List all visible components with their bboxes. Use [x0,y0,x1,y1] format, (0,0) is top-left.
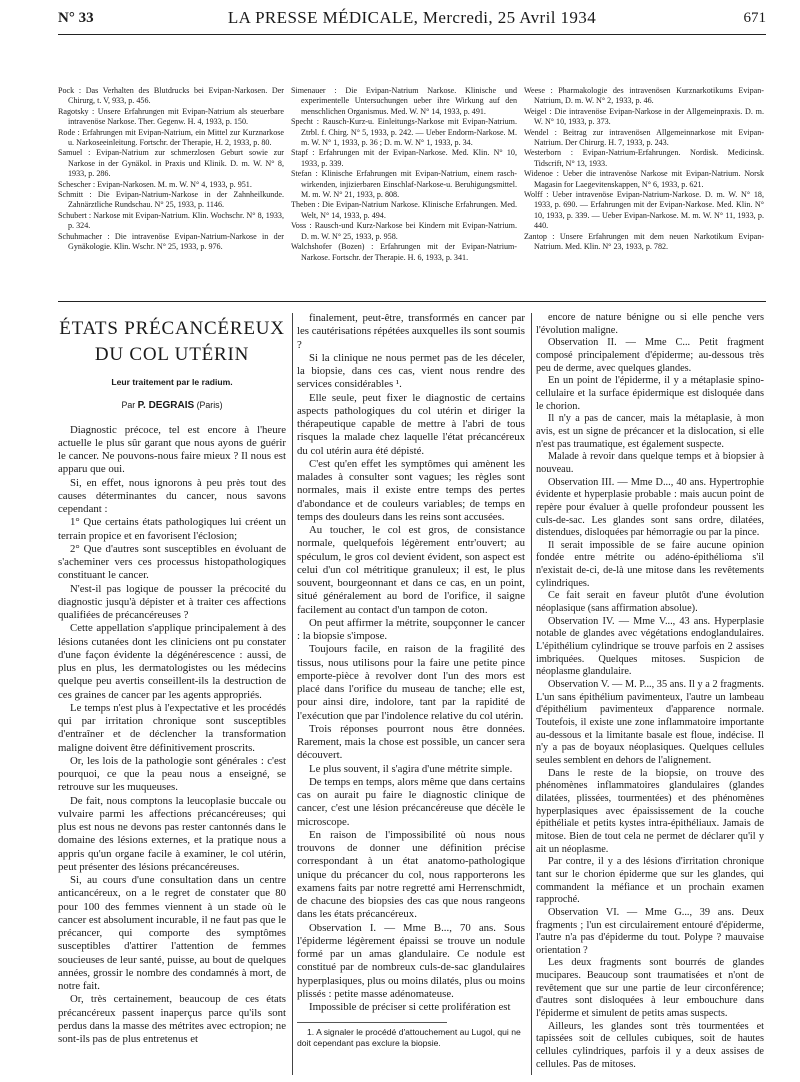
header-rule [58,34,766,35]
body-paragraph: encore de nature bénigne ou si elle penche vers l'évolution maligne. [536,312,764,336]
reference-entry: Ragotsky : Unsere Erfahrungen mit Evipan-Natrium als steuerbare intravenöse Narkose. Ther. Gegenw. H. 4, 1933, p. 150. [58,106,284,127]
body-paragraph: De temps en temps, alors même que dans certains cas on aurait pu faire le diagnostic clinique de cancer, c'est une lésion précancéreuse que décèle le microscope. [297,775,525,828]
body-paragraph: Observation V. — M. P..., 35 ans. Il y a 2 fragments. L'un sans épithélium pavimenteux, l'autre un lambeau d'épithélium pavimenteux d'apparence normale. Toutefois, il existe une zone inflammatoire importante au-dessous et la limitante basale est floue, indécise. Il n'y a pas de boyaux néoplasiques. Quelques cellules seules semblent en dehors de l'alignement. [536,679,764,766]
body-paragraph: Dans le reste de la biopsie, on trouve des phénomènes inflammatoires glandulaires (glandes dilatées, plissées, tourmentées) et des phénomènes hyperplasiques avec épaississement de la couche épithéliale et petits kystes intra-épithéliaux. Jamais de mitose. Bien de tout cela ne permet de déclarer qu'il y ait un néoplasme. [536,767,764,855]
column-separator-2 [531,313,532,1075]
reference-entry: Wendel : Beitrag zur intravenösen Allgemeinnarkose mit Evipan-Natrium. Der Chirurg. H. 7, 1933, p. 243. [524,127,764,148]
reference-entry: Walchshofer (Bozen) : Erfahrungen mit der Evipan-Natrium-Narkose. Fortschr. der Therapie. H. 6, 1933, p. 341. [291,242,517,262]
body-paragraph: Ce fait serait en faveur plutôt d'une évolution néoplasique (sans affirmation absolue). [536,590,764,615]
journal-title: LA PRESSE MÉDICALE, Mercredi, 25 Avril 1934 [227,8,597,27]
body-paragraph: 2° Que d'autres sont susceptibles en évoluant de s'acheminer vers ces processus histopathologiques constituant le cancer. [58,542,286,582]
author-prefix: Par [121,400,136,411]
body-paragraph: C'est qu'en effet les symptômes qui amènent les malades à consulter sont vagues; les règles sont normales, mais il existe entre temps des pertes d'abondance et de couleurs variables; de temps en temps des douleurs dans les reins sont accusées. [297,457,525,523]
body-paragraph: En un point de l'épiderme, il y a métaplasie spino-cellulaire et la surface épidermique est disloquée dans le chorion. [536,375,764,412]
title-line-1: ÉTATS PRÉCANCÉREUX [59,318,285,339]
reference-entry: Weigel : Die intravenöse Evipan-Narkose in der Allgemeinpraxis. D. m. W. N° 10, 1933, p. 373. [524,106,764,127]
column-3-body [536,312,764,1071]
title-line-2: DU COL UTÉRIN [94,344,250,365]
reference-entry: Widenoe : Ueber die intravenöse Narkose mit Evipan-Natrium. Norsk Magasin for Laegevitenskappen, N° 6, 1933, p. 621. [524,169,764,189]
body-paragraph: Au toucher, le col est gros, de consistance normale, quelquefois légèrement entr'ouvert; au spéculum, le gros col devient évident, son aspect est celui d'un col métritique granuleux; il est, le plus souvent, bourgeonnant et dans ce cas, en un point, situé généralement au bord de l'orifice, il saigne facilement au contact d'un tampon de coton. [297,524,525,616]
article-subtitle: Leur traitement par le radium. [111,377,233,387]
reference-entry: Zantop : Unsere Erfahrungen mit dem neuen Narkotikum Evipan-Natrium. Med. Klin. N° 23, 1933, p. 782. [524,231,764,252]
reference-entry: Schescher : Evipan-Narkosen. M. m. W. N° 4, 1933, p. 951. [58,179,252,189]
column-separator-1 [292,313,293,1075]
body-paragraph: Cette appellation s'applique principalement à des lésions cutanées dont les cliniciens ont pu constater d'une façon évidente la dégénérescence : aussi, de plus en plus, les dermatologistes ou les médecins quelque peu avertis conseillent-ils la destruction de ces graines de cancer par les agents appropriés. [58,622,286,701]
reference-entry: Simenauer : Die Evipan-Natrium Narkose. Klinische und experimentelle Untersuchungen ueber ihre Wirkung auf den menschlichen Organismus. Med. W. N° 14, 1933, p. 491. [291,86,517,116]
body-paragraph: Il n'y a pas de cancer, mais la métaplasie, à mon avis, est un signe de précancer et la dislocation, si elle n'est pas traumatique, est également suspecte. [536,413,764,450]
article-column-1 [58,312,286,1046]
body-paragraph: Les deux fragments sont bourrés de glandes mucipares. Beaucoup sont traumatisées et n'ont de revêtement que sur une partie de leur circonférence; d'autres sont disloquées à leur embouchure dans l'épiderme et simulent de petits amas suspects. [536,957,764,1020]
body-paragraph: Si la clinique ne nous permet pas de les déceler, la biopsie, dans ces cas, vient nous rendre des services considérables ¹. [297,351,525,391]
body-paragraph: Trois réponses pourront nous être données. Rarement, mais la chose est possible, un cancer sera découvert. [297,722,525,762]
page-header [58,8,766,34]
body-paragraph: Elle seule, peut fixer le diagnostic de certains aspects pathologiques du col utérin et diriger la thérapeutique capable de mettre à l'abri de tous risques la malade chez laquelle l'état précancéreux du col utérin aura été dépisté. [297,391,525,457]
article-column-3 [536,312,764,1071]
column-2-body [297,312,525,1014]
reference-entry: Wolff : Ueber intravenöse Evipan-Natrium-Narkose. D. m. W. N° 18, 1933, p. 690. — Erfahrungen mit der Evipan-Narkose. Med. Klin. N° 10, 1933, p. 339. — Ueber Evipan-Narkose. M. m. W. N° 11, 1933, p. 440. [524,190,764,231]
body-paragraph: Or, les lois de la pathologie sont générales : c'est pourquoi, ce que la peau nous a enseigné, se retrouve sur les muqueuses. [58,754,286,794]
body-paragraph: 1° Que certains états pathologiques lui créent un terrain propice et en favorisent l'éclosion; [58,516,286,542]
reference-entry: Stapf : Erfahrungen mit der Evipan-Narkose. Med. Klin. N° 10, 1933, p. 339. [291,148,517,168]
issue-number: N° 33 [58,10,94,26]
body-paragraph: Ailleurs, les glandes sont très tourmentées et tapissées soit de cellules cubiques, soit de hautes cellules cylindriques, parfois il y a deux assises de cellules. Pas de mitoses. [536,1020,764,1070]
article-title [58,316,286,368]
article-column-2 [297,312,525,1049]
body-paragraph: Malade à revoir dans quelque temps et à biopsier à nouveau. [536,451,764,475]
author-name: P. DEGRAIS [137,400,195,412]
reference-entry: Weese : Pharmakologie des intravenösen Kurznarkotikums Evipan-Natrium, D. m. W. N° 2, 1933, p. 46. [524,86,764,106]
reference-column-3 [524,86,764,253]
body-paragraph: Observation II. — Mme C... Petit fragment composé principalement d'épiderme; au-dessous très peu de derme, avec quelques glandes. [536,337,764,374]
body-paragraph: Observation IV. — Mme V..., 43 ans. Hyperplasie notable de glandes avec végétations endoglandulaires. L'épithélium cylindrique se trouve parfois en 2 assises imbriquées. Quelques mitoses. Suspicion de néoplasme glandulaire. [536,615,764,678]
body-paragraph: De fait, nous comptons la leucoplasie buccale ou vulvaire parmi les affections précancéreuses; qui plus est nous ne devons pas rester cantonnés dans le domaine des lésions externes, et la pratique nous a appris qu'un organe facile à examiner, le col utérin, peut présenter des lésions précancéreuses. [58,794,286,873]
column-1-body [58,424,286,1047]
body-paragraph: Observation VI. — Mme G..., 39 ans. Deux fragments ; l'un est circulairement entouré d'épiderme, l'autre n'a pas d'épiderme du tout. Polype ? mauvaise orientation ? [536,906,764,956]
reference-entry: Stefan : Klinische Erfahrungen mit Evipan-Natrium, einem rasch-wirkenden, injizierbaren Einschlaf-Narkose-u. Beruhigungsmittel. M. m. W. N° 21, 1933, p. 808. [291,169,517,200]
body-paragraph: finalement, peut-être, transformés en cancer par les cautérisations répétées auxquelles ils sont soumis ? [297,312,525,351]
reference-entry: Schuhmacher : Die intravenöse Evipan-Natrium-Narkose in der Gynäkologie. Klin. Wschr. N° 25, 1933, p. 976. [58,231,284,252]
reference-entry: Schubert : Narkose mit Evipan-Natrium. Klin. Wochschr. N° 8, 1933, p. 324. [58,210,284,231]
body-paragraph: Or, très certainement, beaucoup de ces états précancéreux passent inaperçus parce qu'ils sont perdus dans la masse des métrites avec ectropion; ne sont-ils pas de plus entretenus et [58,993,286,1045]
body-paragraph: Impossible de préciser si cette prolifération est [309,1001,511,1013]
section-rule [58,301,766,302]
body-paragraph: On peut affirmer la métrite, soupçonner le cancer : la biopsie s'impose. [297,616,525,642]
body-paragraph: Il serait impossible de se faire aucune opinion fondée entre métrite ou adéno-épithélioma s'il n'existait de-ci, de-là une mitose dans les revêtements cylindriques. [536,539,764,589]
footnote: 1. A signaler le procédé d'attouchement au Lugol, qui ne doit cependant pas exclure la biopsie. [297,1027,521,1049]
reference-entry: Theben : Die Evipan-Natrium Narkose. Klinische Erfahrungen. Med. Welt, N° 14, 1933, p. 494. [291,200,517,220]
body-paragraph: En raison de l'impossibilité où nous nous trouvons de donner une définition précise correspondant à un état anatomo-pathologique unique du précancer du col, nous rapporterons les examens faits par notre regretté ami Herrenschmidt, de chacune des biopsies des cas que nous rangeons dans les états précancéreux. [297,828,525,921]
reference-entry: Rode : Erfahrungen mit Evipan-Natrium, ein Mittel zur Kurznarkose u. Narkoseeinleitung. Fortschr. der Therapie, H. 2, 1933, p. 80. [58,127,284,148]
reference-entry: Samuel : Evipan-Natrium zur schmerzlosen Geburt sowie zur Narkose in der Gynäkol. in Praxis und Klinik. D. m. W. N° 8, 1933, p. 286. [58,148,284,179]
body-paragraph: Si, en effet, nous ignorons à peu près tout des causes déterminantes du cancer, nous savons cependant : [58,476,286,515]
page-number: 671 [743,10,766,26]
body-paragraph: Si, au cours d'une consultation dans un centre anticancéreux, on a le regret de constater que 80 pour 100 des femmes viennent à un stade où le cancer est absolument incurable, il ne faut pas que le précancer, qui comporte des symptômes susceptibles d'attirer l'attention de femmes soucieuses de leur santé, puisse, au bout de quelques années, grossir le nombre des condamnés à mort, de notre fait. [58,874,286,992]
body-paragraph: Toujours facile, en raison de la fragilité des tissus, nous utilisons pour la faire une petite pince emporte-pièce à revolver dont l'un des mors est placé dans l'orifice du museau de tanche; elle est, pour ainsi dire, indolore, tant par la rapidité de l'exécution que par l'indolence relative du col utérin. [297,643,525,722]
author-city: (Paris) [196,400,223,411]
reference-entry: Specht : Rausch-Kurz-u. Einleitungs-Narkose mit Evipan-Natrium. Ztrbl. f. Chirg. N° 5, 1933, p. 242. — Ueber Endorm-Narkose. M. m. W. N° 1, 1933, p. 36 ; D. m. W. N° 1, 1933, p. 34. [291,117,517,148]
body-paragraph: Le plus souvent, il s'agira d'une métrite simple. [309,762,513,775]
reference-entry: Westerborn : Evipan-Natrium-Erfahrungen. Nordisk. Medicinsk. Tidscrift, N° 13, 1933. [524,148,764,168]
reference-column-2 [291,86,517,263]
body-paragraph: Observation III. — Mme D..., 40 ans. Hypertrophie évidente et hyperplasie probable : mais aucun point de repère pour évaluer à quelle profondeur poussent les culs-de-sac. Les glandes sont sans ordre, dilatées, distendues, disloquées par hémorragie ou par la pince. [536,476,764,539]
reference-entry: Pock : Das Verhalten des Blutdrucks bei Evipan-Narkosen. Der Chirurg, t. V, 933, p. 456. [58,86,284,106]
article-author [58,399,286,412]
reference-entry: Voss : Rausch-und Kurz-Narkose bei Kindern mit Evipan-Natrium. D. m. W. N° 25, 1933, p. 958. [291,221,517,241]
body-paragraph: Diagnostic précoce, tel est encore à l'heure actuelle le plus sûr garant que nous ayons de guérir le cancer. Ne pouvons-nous faire mieux ? Il nous est apparu que oui. [58,423,286,476]
reference-entry: Schmitt : Die Evipan-Natrium-Narkose in der Zahnheilkunde. Zahnärztliche Rundschau. N° 25, 1933, p. 1146. [58,190,284,210]
body-paragraph: N'est-il pas logique de pousser la précocité du diagnostic jusqu'à dépister et à traiter ces affections qualifiées de précancéreuses ? [58,582,286,621]
body-paragraph: Le temps n'est plus à l'expectative et les procédés qui par irritation chronique sont susceptibles d'entraîner et de déclencher la transformation maligne doivent être définitivement proscrits. [58,701,286,754]
body-paragraph: Observation I. — Mme B..., 70 ans. Sous l'épiderme légèrement épaissi se trouve un nodule formé par un amas glandulaire. Ce nodule est constitué par de nombreux culs-de-sac glandulaires hyperplasiques, plus ou moins dilatés, plus ou moins plissés : petite masse adénomateuse. [297,921,525,1000]
reference-column-1 [58,86,284,253]
body-paragraph: Par contre, il y a des lésions d'irritation chronique tant sur le chorion épiderme que sur les glandes, qui commandent la méfiance et un prochain examen rapproché. [536,856,764,906]
